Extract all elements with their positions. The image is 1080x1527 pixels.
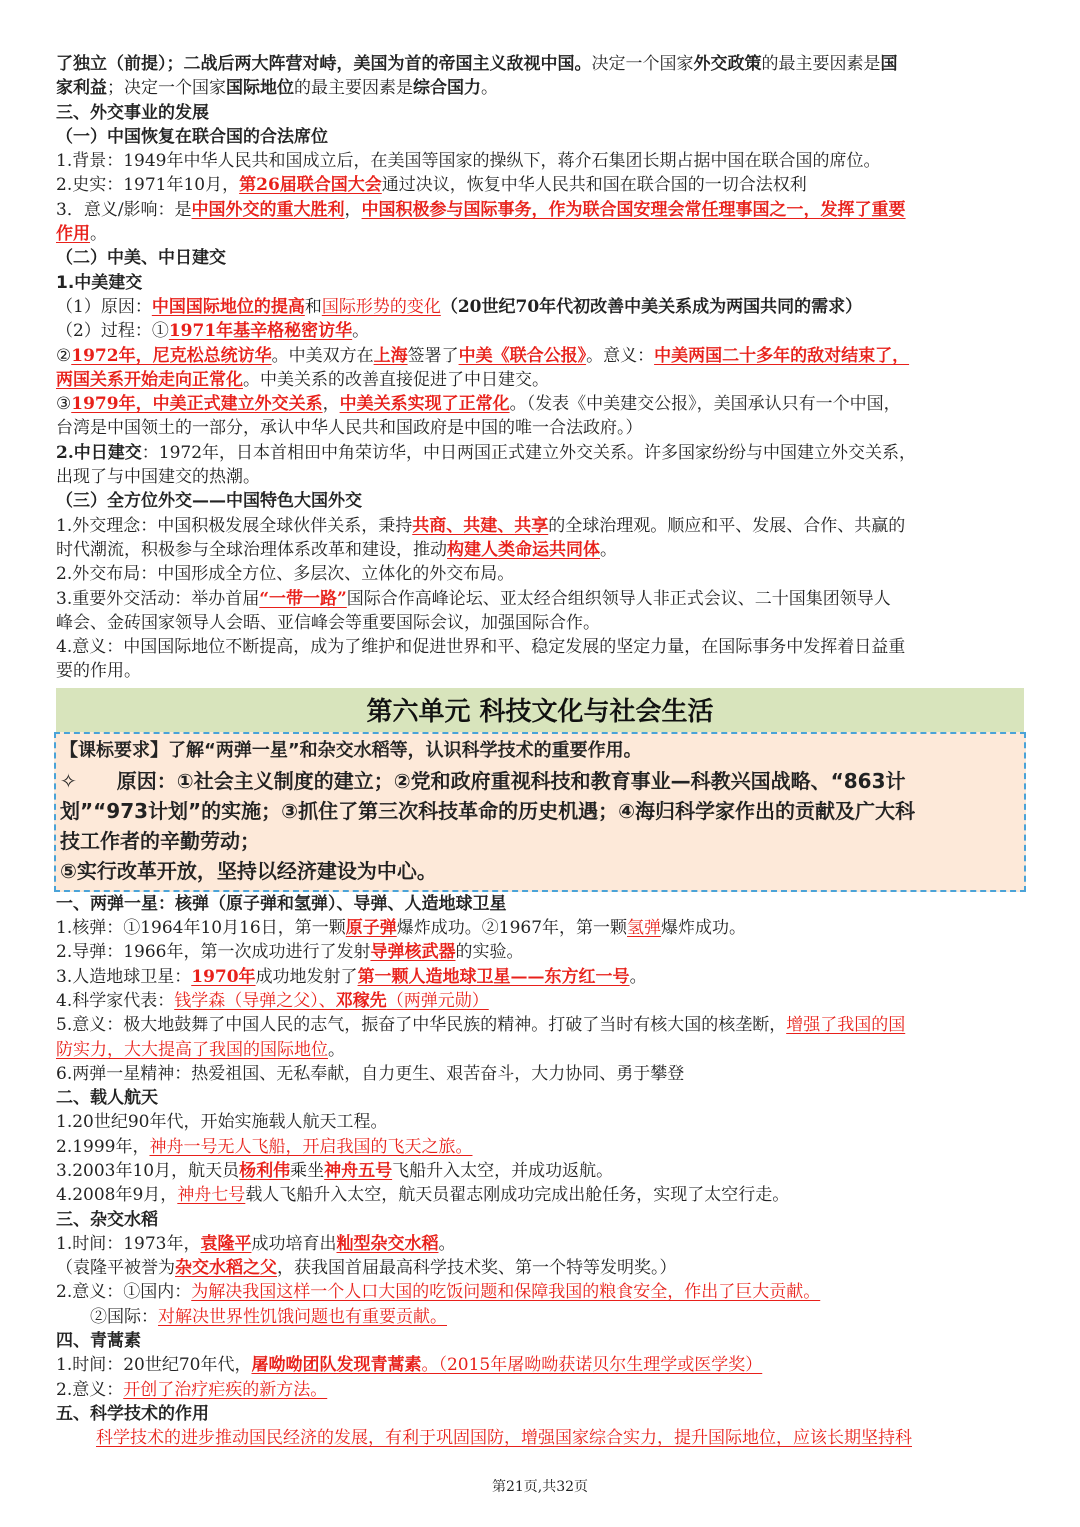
text-line: 防实力，大大提高了我国的国际地位。 bbox=[56, 1039, 345, 1060]
text-line: 要的作用。 bbox=[56, 661, 141, 682]
text-line: 4.意义：中国国际地位不断提高，成为了维护和促进世界和平、稳定发展的坚定力量，在国际事务中发挥着日益重 bbox=[56, 637, 906, 658]
text-line: 作用。 bbox=[56, 224, 107, 245]
text-line: 6.两弹一星精神：热爱祖国、无私奉献，自力更生、艰苦奋斗，大力协同、勇于攀登 bbox=[56, 1063, 685, 1084]
standard-line: 划”“973计划”的实施；③抓住了第三次科技革命的历史机遇；④海归科学家作出的贡献及广大科 bbox=[60, 798, 916, 823]
standard-line: 技工作者的辛勤劳动； bbox=[60, 828, 260, 853]
document-page bbox=[56, 52, 1024, 1451]
text-line: 2.意义：开创了治疗疟疾的新方法。 bbox=[56, 1379, 328, 1400]
text-line: 出现了与中国建交的热潮。 bbox=[56, 467, 260, 488]
text-line: 3.2003年10月，航天员杨利伟乘坐神舟五号飞船升入太空，并成功返航。 bbox=[56, 1160, 614, 1181]
text-line: 5.意义：极大地鼓舞了中国人民的志气，振奋了中华民族的精神。打破了当时有核大国的核垄断，增强了我国的国 bbox=[56, 1015, 906, 1036]
text-line: （2）过程：①1971年基辛格秘密访华。 bbox=[56, 321, 370, 342]
text-line: ②国际：对解决世界性饥饿问题也有重要贡献。 bbox=[90, 1306, 447, 1327]
text-line: 1.20世纪90年代，开始实施载人航天工程。 bbox=[56, 1112, 388, 1133]
text-line: 1.背景：1949年中华人民共和国成立后，在美国等国家的操纵下，蒋介石集团长期占据中国在联合国的席位。 bbox=[56, 151, 881, 172]
text-line: 3.人造地球卫星：1970年成功地发射了第一颗人造地球卫星——东方红一号。 bbox=[56, 966, 647, 987]
text-line: ③1979年，中美正式建立外交关系，中美关系实现了正常化。（发表《中美建交公报》，美国承认只有一个中国， bbox=[56, 394, 901, 415]
subsection-heading: 1.中美建交 bbox=[56, 272, 143, 293]
text-line: 1.外交理念：中国积极发展全球伙伴关系，秉持共商、共建、共享的全球治理观。顺应和平、发展、合作、共赢的 bbox=[56, 515, 906, 536]
subsection-heading: （三）全方位外交——中国特色大国外交 bbox=[56, 491, 362, 512]
standard-line: ⑤实行改革开放，坚持以经济建设为中心。 bbox=[60, 858, 437, 883]
section-heading: 四、青蒿素 bbox=[56, 1331, 141, 1352]
subsection-heading: （二）中美、中日建交 bbox=[56, 248, 226, 269]
section-heading: 三、杂交水稻 bbox=[56, 1209, 158, 1230]
page-footer: 第21页,共32页 bbox=[491, 1479, 589, 1495]
text-line: 了独立（前提）；二战后两大阵营对峙，美国为首的帝国主义敌视中国。决定一个国家外交政策的最主要因素是国 bbox=[56, 54, 898, 74]
text-line: 台湾是中国领土的一部分，承认中华人民共和国政府是中国的唯一合法政府。） bbox=[56, 418, 643, 439]
text-line: 1.时间：20世纪70年代，屠呦呦团队发现青蒿素。（2015年屠呦呦获诺贝尔生理学或医学奖） bbox=[56, 1355, 763, 1376]
text-line: 科学技术的进步推动国民经济的发展，有利于巩固国防，增强国家综合实力，提升国际地位，应该长期坚持科 bbox=[96, 1428, 912, 1449]
text-line: 1.时间：1973年，袁隆平成功培育出籼型杂交水稻。 bbox=[56, 1233, 456, 1254]
unit-title-banner: 第六单元 科技文化与社会生活 bbox=[56, 688, 1024, 732]
curriculum-standard-box bbox=[54, 732, 1026, 892]
standard-line: 【课标要求】了解“两弹一星”和杂交水稻等，认识科学技术的重要作用。 bbox=[60, 739, 642, 761]
section-heading: 二、载人航天 bbox=[56, 1088, 158, 1109]
text-line: 4.科学家代表：钱学森（导弹之父）、邓稼先（两弹元勋） bbox=[56, 990, 489, 1011]
text-line: （1）原因：中国国际地位的提高和国际形势的变化（20世纪70年代初改善中美关系成为两国共同的需求） bbox=[56, 296, 863, 317]
section-heading: 一、两弹一星：核弹（原子弹和氢弹）、导弹、人造地球卫星 bbox=[56, 893, 507, 914]
section-heading: 五、科学技术的作用 bbox=[56, 1403, 209, 1424]
text-line: ②1972年，尼克松总统访华。中美双方在上海签署了中美《联合公报》。意义：中美两国二十多年的敌对结束了， bbox=[56, 345, 910, 366]
section-heading: 三、外交事业的发展 bbox=[56, 102, 209, 123]
text-line: 3.重要外交活动：举办首届“一带一路”国际合作高峰论坛、亚太经合组织领导人非正式会议、二十国集团领导人 bbox=[56, 588, 891, 609]
text-line: 2.意义：①国内：为解决我国这样一个人口大国的吃饭问题和保障我国的粮食安全，作出了巨大贡献。 bbox=[56, 1282, 821, 1303]
standard-line: ✧ 原因：①社会主义制度的建立；②党和政府重视科技和教育事业—科教兴国战略、“863计 bbox=[60, 768, 906, 793]
text-line: （袁隆平被誉为杂交水稻之父，获我国首届最高科学技术奖、第一个特等发明奖。） bbox=[56, 1258, 677, 1279]
text-line: 峰会、金砖国家领导人会晤、亚信峰会等重要国际会议，加强国际合作。 bbox=[56, 612, 600, 633]
text-line: 2.中日建交：1972年，日本首相田中角荣访华，中日两国正式建立外交关系。许多国家纷纷与中国建立外交关系， bbox=[56, 442, 917, 463]
text-line: 2.外交布局：中国形成全方位、多层次、立体化的外交布局。 bbox=[56, 564, 515, 585]
subsection-heading: （一）中国恢复在联合国的合法席位 bbox=[56, 126, 328, 147]
text-line: 2.史实：1971年10月，第26届联合国大会通过决议，恢复中华人民共和国在联合国的一切合法权利 bbox=[56, 175, 807, 196]
text-line: 1.核弹：①1964年10月16日，第一颗原子弹爆炸成功。②1967年，第一颗氢弹爆炸成功。 bbox=[56, 918, 747, 939]
text-line: 4.2008年9月，神舟七号载人飞船升入太空，航天员翟志刚成功完成出舱任务，实现了太空行走。 bbox=[56, 1185, 790, 1206]
text-line: 时代潮流，积极参与全球治理体系改革和建设，推动构建人类命运共同体。 bbox=[56, 539, 617, 560]
text-line: 3．意义/影响：是中国外交的重大胜利，中国积极参与国际事务，作为联合国安理会常任理事国之一，发挥了重要 bbox=[56, 199, 906, 220]
text-line: 两国关系开始走向正常化。中美关系的改善直接促进了中日建交。 bbox=[56, 369, 549, 390]
text-line: 2.导弹：1966年，第一次成功进行了发射导弹核武器的实验。 bbox=[56, 942, 524, 963]
text-line: 2.1999年，神舟一号无人飞船，开启我国的飞天之旅。 bbox=[56, 1136, 473, 1157]
text-line: 家利益；决定一个国家国际地位的最主要因素是综合国力。 bbox=[56, 78, 498, 99]
